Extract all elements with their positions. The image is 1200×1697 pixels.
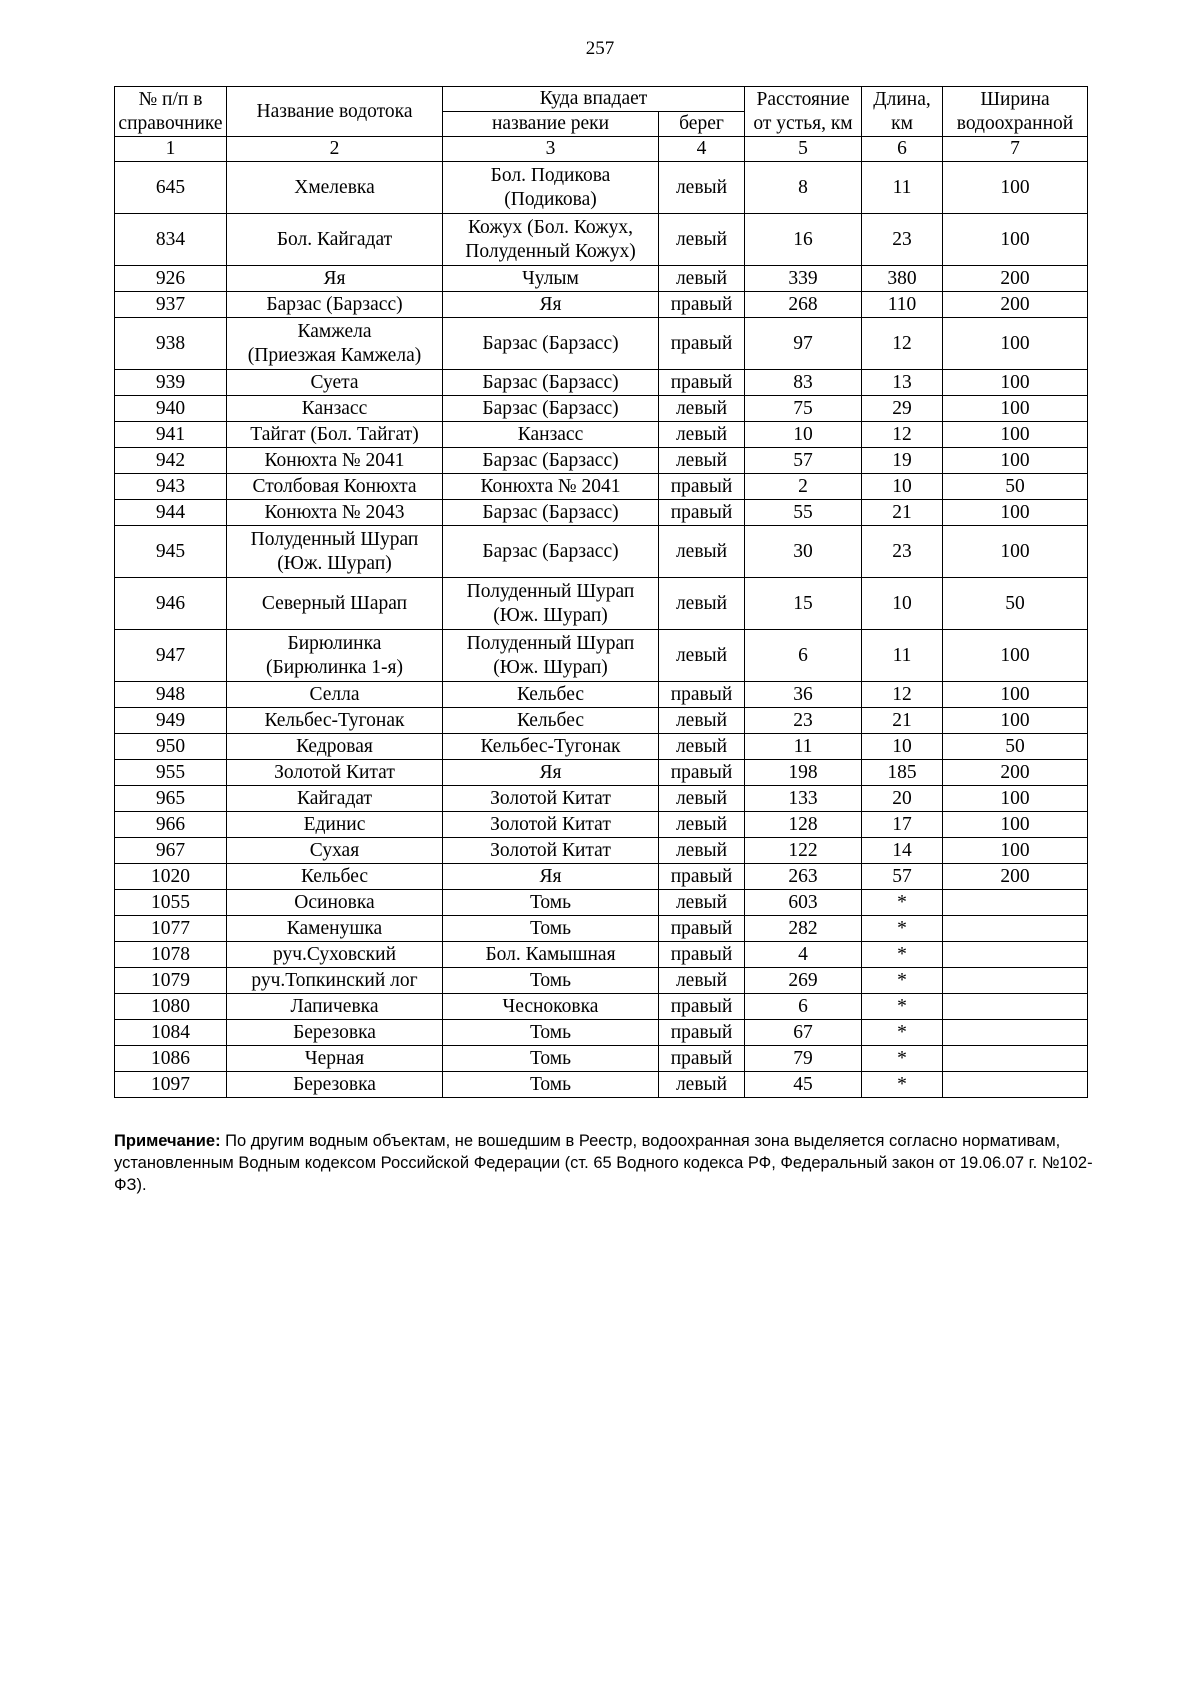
cell-distance: 6 bbox=[745, 630, 862, 682]
column-number: 4 bbox=[659, 137, 745, 162]
cell-width: 50 bbox=[943, 578, 1088, 630]
cell-river-name: Чулым bbox=[443, 266, 659, 292]
cell-bank: левый bbox=[659, 526, 745, 578]
cell-width: 50 bbox=[943, 474, 1088, 500]
header-distance: Расстояние от устья, км bbox=[745, 87, 862, 137]
table-row bbox=[115, 812, 1088, 838]
cell-river-name: Полуденный Шурап (Юж. Шурап) bbox=[443, 578, 659, 630]
cell-watercourse-name: Березовка bbox=[227, 1020, 443, 1046]
cell-width: 200 bbox=[943, 760, 1088, 786]
cell-watercourse-name: Селла bbox=[227, 682, 443, 708]
cell-distance: 30 bbox=[745, 526, 862, 578]
cell-river-name: Канзасс bbox=[443, 422, 659, 448]
cell-number: 942 bbox=[115, 448, 227, 474]
table-row bbox=[115, 526, 1088, 578]
cell-width bbox=[943, 890, 1088, 916]
cell-number: 1055 bbox=[115, 890, 227, 916]
cell-watercourse-name: Конюхта № 2043 bbox=[227, 500, 443, 526]
cell-river-name: Чесноковка bbox=[443, 994, 659, 1020]
cell-river-name: Томь bbox=[443, 1046, 659, 1072]
cell-width: 50 bbox=[943, 734, 1088, 760]
cell-distance: 339 bbox=[745, 266, 862, 292]
cell-width: 100 bbox=[943, 526, 1088, 578]
cell-number: 966 bbox=[115, 812, 227, 838]
cell-number: 950 bbox=[115, 734, 227, 760]
cell-watercourse-name: Черная bbox=[227, 1046, 443, 1072]
cell-watercourse-name: Бол. Кайгадат bbox=[227, 214, 443, 266]
cell-bank: левый bbox=[659, 786, 745, 812]
column-number: 6 bbox=[862, 137, 943, 162]
cell-distance: 79 bbox=[745, 1046, 862, 1072]
cell-distance: 45 bbox=[745, 1072, 862, 1098]
table-row bbox=[115, 786, 1088, 812]
cell-length: 23 bbox=[862, 214, 943, 266]
cell-number: 939 bbox=[115, 370, 227, 396]
cell-length: * bbox=[862, 968, 943, 994]
cell-length: * bbox=[862, 890, 943, 916]
cell-number: 945 bbox=[115, 526, 227, 578]
table-row bbox=[115, 630, 1088, 682]
cell-distance: 16 bbox=[745, 214, 862, 266]
cell-distance: 55 bbox=[745, 500, 862, 526]
cell-width: 200 bbox=[943, 292, 1088, 318]
cell-length: 21 bbox=[862, 708, 943, 734]
cell-bank: правый bbox=[659, 1046, 745, 1072]
cell-watercourse-name: Кедровая bbox=[227, 734, 443, 760]
cell-bank: левый bbox=[659, 708, 745, 734]
column-number: 7 bbox=[943, 137, 1088, 162]
cell-length: 20 bbox=[862, 786, 943, 812]
cell-distance: 133 bbox=[745, 786, 862, 812]
header-flows-into: Куда впадает bbox=[443, 87, 745, 112]
cell-width: 100 bbox=[943, 214, 1088, 266]
cell-distance: 75 bbox=[745, 396, 862, 422]
table-row bbox=[115, 864, 1088, 890]
cell-number: 645 bbox=[115, 162, 227, 214]
cell-width bbox=[943, 1072, 1088, 1098]
cell-length: * bbox=[862, 1020, 943, 1046]
cell-width: 100 bbox=[943, 396, 1088, 422]
cell-bank: левый bbox=[659, 838, 745, 864]
cell-number: 944 bbox=[115, 500, 227, 526]
cell-length: 11 bbox=[862, 630, 943, 682]
cell-watercourse-name: Единис bbox=[227, 812, 443, 838]
header-bank: берег bbox=[659, 112, 745, 137]
cell-length: 19 bbox=[862, 448, 943, 474]
cell-number: 1079 bbox=[115, 968, 227, 994]
cell-bank: правый bbox=[659, 916, 745, 942]
cell-number: 948 bbox=[115, 682, 227, 708]
cell-number: 834 bbox=[115, 214, 227, 266]
header-width: Ширина водоохранной bbox=[943, 87, 1088, 137]
cell-watercourse-name: Каменушка bbox=[227, 916, 443, 942]
cell-river-name: Барзас (Барзасс) bbox=[443, 370, 659, 396]
cell-width bbox=[943, 1046, 1088, 1072]
cell-distance: 36 bbox=[745, 682, 862, 708]
cell-length: 11 bbox=[862, 162, 943, 214]
cell-river-name: Конюхта № 2041 bbox=[443, 474, 659, 500]
note-label: Примечание: bbox=[114, 1132, 221, 1150]
cell-width: 200 bbox=[943, 864, 1088, 890]
cell-river-name: Барзас (Барзасс) bbox=[443, 500, 659, 526]
table-row bbox=[115, 474, 1088, 500]
cell-number: 947 bbox=[115, 630, 227, 682]
cell-width: 100 bbox=[943, 500, 1088, 526]
header-length: Длина, км bbox=[862, 87, 943, 137]
cell-distance: 11 bbox=[745, 734, 862, 760]
cell-river-name: Полуденный Шурап (Юж. Шурап) bbox=[443, 630, 659, 682]
table-row bbox=[115, 396, 1088, 422]
cell-bank: левый bbox=[659, 266, 745, 292]
cell-river-name: Томь bbox=[443, 1020, 659, 1046]
cell-length: 23 bbox=[862, 526, 943, 578]
cell-bank: правый bbox=[659, 942, 745, 968]
cell-bank: правый bbox=[659, 864, 745, 890]
cell-watercourse-name: Лапичевка bbox=[227, 994, 443, 1020]
cell-number: 1020 bbox=[115, 864, 227, 890]
cell-river-name: Томь bbox=[443, 890, 659, 916]
cell-distance: 603 bbox=[745, 890, 862, 916]
cell-river-name: Бол. Камышная bbox=[443, 942, 659, 968]
cell-river-name: Томь bbox=[443, 968, 659, 994]
table-row bbox=[115, 292, 1088, 318]
cell-river-name: Золотой Китат bbox=[443, 786, 659, 812]
cell-width: 100 bbox=[943, 682, 1088, 708]
note bbox=[114, 1130, 1094, 1196]
cell-width bbox=[943, 1020, 1088, 1046]
cell-watercourse-name: Бирюлинка (Бирюлинка 1-я) bbox=[227, 630, 443, 682]
cell-number: 1078 bbox=[115, 942, 227, 968]
cell-width: 100 bbox=[943, 786, 1088, 812]
table-row bbox=[115, 500, 1088, 526]
table-row bbox=[115, 760, 1088, 786]
cell-width: 100 bbox=[943, 630, 1088, 682]
cell-length: 12 bbox=[862, 422, 943, 448]
header-name: Название водотока bbox=[227, 87, 443, 137]
cell-bank: правый bbox=[659, 318, 745, 370]
cell-bank: левый bbox=[659, 162, 745, 214]
column-number: 1 bbox=[115, 137, 227, 162]
cell-river-name: Кельбес bbox=[443, 708, 659, 734]
cell-river-name: Томь bbox=[443, 916, 659, 942]
cell-number: 941 bbox=[115, 422, 227, 448]
cell-bank: левый bbox=[659, 578, 745, 630]
cell-bank: левый bbox=[659, 734, 745, 760]
cell-number: 943 bbox=[115, 474, 227, 500]
cell-width bbox=[943, 994, 1088, 1020]
table-row bbox=[115, 682, 1088, 708]
cell-watercourse-name: Сухая bbox=[227, 838, 443, 864]
cell-watercourse-name: Столбовая Конюхта bbox=[227, 474, 443, 500]
cell-distance: 15 bbox=[745, 578, 862, 630]
cell-width: 100 bbox=[943, 370, 1088, 396]
cell-length: 10 bbox=[862, 734, 943, 760]
cell-watercourse-name: Северный Шарап bbox=[227, 578, 443, 630]
cell-distance: 269 bbox=[745, 968, 862, 994]
cell-length: 14 bbox=[862, 838, 943, 864]
cell-number: 1086 bbox=[115, 1046, 227, 1072]
table-row bbox=[115, 266, 1088, 292]
cell-river-name: Барзас (Барзасс) bbox=[443, 448, 659, 474]
cell-length: 21 bbox=[862, 500, 943, 526]
cell-river-name: Яя bbox=[443, 760, 659, 786]
cell-bank: левый bbox=[659, 448, 745, 474]
cell-length: 29 bbox=[862, 396, 943, 422]
cell-bank: правый bbox=[659, 370, 745, 396]
cell-distance: 4 bbox=[745, 942, 862, 968]
column-number: 3 bbox=[443, 137, 659, 162]
column-numbers-row bbox=[115, 137, 1088, 162]
cell-watercourse-name: Канзасс bbox=[227, 396, 443, 422]
cell-bank: правый bbox=[659, 994, 745, 1020]
cell-distance: 198 bbox=[745, 760, 862, 786]
cell-watercourse-name: Конюхта № 2041 bbox=[227, 448, 443, 474]
cell-number: 965 bbox=[115, 786, 227, 812]
cell-river-name: Кельбес bbox=[443, 682, 659, 708]
table-row bbox=[115, 578, 1088, 630]
table-row bbox=[115, 942, 1088, 968]
cell-width: 100 bbox=[943, 812, 1088, 838]
cell-bank: левый bbox=[659, 968, 745, 994]
cell-number: 967 bbox=[115, 838, 227, 864]
header-number: № п/п в справочнике bbox=[115, 87, 227, 137]
cell-number: 937 bbox=[115, 292, 227, 318]
cell-number: 926 bbox=[115, 266, 227, 292]
cell-number: 938 bbox=[115, 318, 227, 370]
cell-bank: левый bbox=[659, 1072, 745, 1098]
cell-watercourse-name: Барзас (Барзасс) bbox=[227, 292, 443, 318]
cell-distance: 2 bbox=[745, 474, 862, 500]
cell-bank: левый bbox=[659, 422, 745, 448]
cell-number: 1077 bbox=[115, 916, 227, 942]
cell-length: * bbox=[862, 942, 943, 968]
cell-distance: 10 bbox=[745, 422, 862, 448]
cell-number: 949 bbox=[115, 708, 227, 734]
table-row bbox=[115, 214, 1088, 266]
cell-distance: 6 bbox=[745, 994, 862, 1020]
cell-width bbox=[943, 968, 1088, 994]
cell-length: 380 bbox=[862, 266, 943, 292]
cell-width bbox=[943, 916, 1088, 942]
cell-length: 12 bbox=[862, 682, 943, 708]
cell-distance: 122 bbox=[745, 838, 862, 864]
cell-bank: левый bbox=[659, 630, 745, 682]
cell-watercourse-name: Кельбес bbox=[227, 864, 443, 890]
table-row bbox=[115, 838, 1088, 864]
cell-watercourse-name: Золотой Китат bbox=[227, 760, 443, 786]
table-row bbox=[115, 318, 1088, 370]
table-row bbox=[115, 448, 1088, 474]
header-river-name: название реки bbox=[443, 112, 659, 137]
cell-length: * bbox=[862, 1072, 943, 1098]
cell-watercourse-name: Кайгадат bbox=[227, 786, 443, 812]
cell-river-name: Кельбес-Тугонак bbox=[443, 734, 659, 760]
cell-width: 100 bbox=[943, 318, 1088, 370]
cell-width bbox=[943, 942, 1088, 968]
cell-river-name: Барзас (Барзасс) bbox=[443, 396, 659, 422]
cell-length: 57 bbox=[862, 864, 943, 890]
cell-distance: 67 bbox=[745, 1020, 862, 1046]
cell-river-name: Золотой Китат bbox=[443, 812, 659, 838]
cell-river-name: Кожух (Бол. Кожух, Полуденный Кожух) bbox=[443, 214, 659, 266]
cell-length: 110 bbox=[862, 292, 943, 318]
cell-width: 100 bbox=[943, 422, 1088, 448]
cell-number: 940 bbox=[115, 396, 227, 422]
cell-watercourse-name: Полуденный Шурап (Юж. Шурап) bbox=[227, 526, 443, 578]
page-number: 257 bbox=[585, 38, 615, 59]
cell-length: 10 bbox=[862, 474, 943, 500]
cell-bank: левый bbox=[659, 890, 745, 916]
cell-distance: 83 bbox=[745, 370, 862, 396]
cell-number: 955 bbox=[115, 760, 227, 786]
cell-width: 100 bbox=[943, 838, 1088, 864]
table-row bbox=[115, 1072, 1088, 1098]
cell-distance: 128 bbox=[745, 812, 862, 838]
table-row bbox=[115, 968, 1088, 994]
table-row bbox=[115, 1046, 1088, 1072]
cell-length: 185 bbox=[862, 760, 943, 786]
cell-distance: 8 bbox=[745, 162, 862, 214]
cell-distance: 23 bbox=[745, 708, 862, 734]
cell-watercourse-name: руч.Топкинский лог bbox=[227, 968, 443, 994]
cell-number: 946 bbox=[115, 578, 227, 630]
cell-distance: 282 bbox=[745, 916, 862, 942]
watercourse-table bbox=[114, 86, 1088, 1098]
cell-distance: 57 bbox=[745, 448, 862, 474]
cell-watercourse-name: Осиновка bbox=[227, 890, 443, 916]
cell-watercourse-name: Суета bbox=[227, 370, 443, 396]
cell-river-name: Золотой Китат bbox=[443, 838, 659, 864]
cell-river-name: Яя bbox=[443, 864, 659, 890]
cell-width: 100 bbox=[943, 162, 1088, 214]
note-text: По другим водным объектам, не вошедшим в Реестр, водоохранная зона выделяется согласно нормативам, установленным Водным кодексом Российской Федерации (ст. 65 Водного кодекса РФ, Федеральный закон от 19.06.07 г. №102-ФЗ). bbox=[114, 1132, 1093, 1194]
cell-length: * bbox=[862, 1046, 943, 1072]
table-row bbox=[115, 370, 1088, 396]
cell-river-name: Бол. Подикова (Подикова) bbox=[443, 162, 659, 214]
table-row bbox=[115, 994, 1088, 1020]
column-number: 2 bbox=[227, 137, 443, 162]
table-row bbox=[115, 162, 1088, 214]
table-row bbox=[115, 422, 1088, 448]
cell-watercourse-name: Кельбес-Тугонак bbox=[227, 708, 443, 734]
cell-river-name: Яя bbox=[443, 292, 659, 318]
cell-river-name: Томь bbox=[443, 1072, 659, 1098]
cell-length: 17 bbox=[862, 812, 943, 838]
cell-width: 100 bbox=[943, 708, 1088, 734]
cell-watercourse-name: Березовка bbox=[227, 1072, 443, 1098]
cell-number: 1080 bbox=[115, 994, 227, 1020]
cell-watercourse-name: Хмелевка bbox=[227, 162, 443, 214]
cell-length: 12 bbox=[862, 318, 943, 370]
cell-bank: правый bbox=[659, 682, 745, 708]
cell-bank: левый bbox=[659, 214, 745, 266]
cell-distance: 268 bbox=[745, 292, 862, 318]
table-row bbox=[115, 734, 1088, 760]
cell-bank: правый bbox=[659, 1020, 745, 1046]
cell-bank: правый bbox=[659, 292, 745, 318]
cell-distance: 97 bbox=[745, 318, 862, 370]
table-row bbox=[115, 1020, 1088, 1046]
column-number: 5 bbox=[745, 137, 862, 162]
table-row bbox=[115, 916, 1088, 942]
cell-bank: левый bbox=[659, 812, 745, 838]
cell-river-name: Барзас (Барзасс) bbox=[443, 526, 659, 578]
cell-number: 1097 bbox=[115, 1072, 227, 1098]
cell-length: 10 bbox=[862, 578, 943, 630]
cell-width: 100 bbox=[943, 448, 1088, 474]
table-row bbox=[115, 708, 1088, 734]
cell-width: 200 bbox=[943, 266, 1088, 292]
table-row bbox=[115, 890, 1088, 916]
cell-bank: левый bbox=[659, 396, 745, 422]
cell-watercourse-name: руч.Суховский bbox=[227, 942, 443, 968]
cell-watercourse-name: Камжела (Приезжая Камжела) bbox=[227, 318, 443, 370]
cell-bank: правый bbox=[659, 474, 745, 500]
cell-bank: правый bbox=[659, 760, 745, 786]
cell-length: * bbox=[862, 916, 943, 942]
cell-length: 13 bbox=[862, 370, 943, 396]
cell-distance: 263 bbox=[745, 864, 862, 890]
cell-length: * bbox=[862, 994, 943, 1020]
cell-bank: правый bbox=[659, 500, 745, 526]
cell-river-name: Барзас (Барзасс) bbox=[443, 318, 659, 370]
cell-watercourse-name: Тайгат (Бол. Тайгат) bbox=[227, 422, 443, 448]
cell-number: 1084 bbox=[115, 1020, 227, 1046]
cell-watercourse-name: Яя bbox=[227, 266, 443, 292]
